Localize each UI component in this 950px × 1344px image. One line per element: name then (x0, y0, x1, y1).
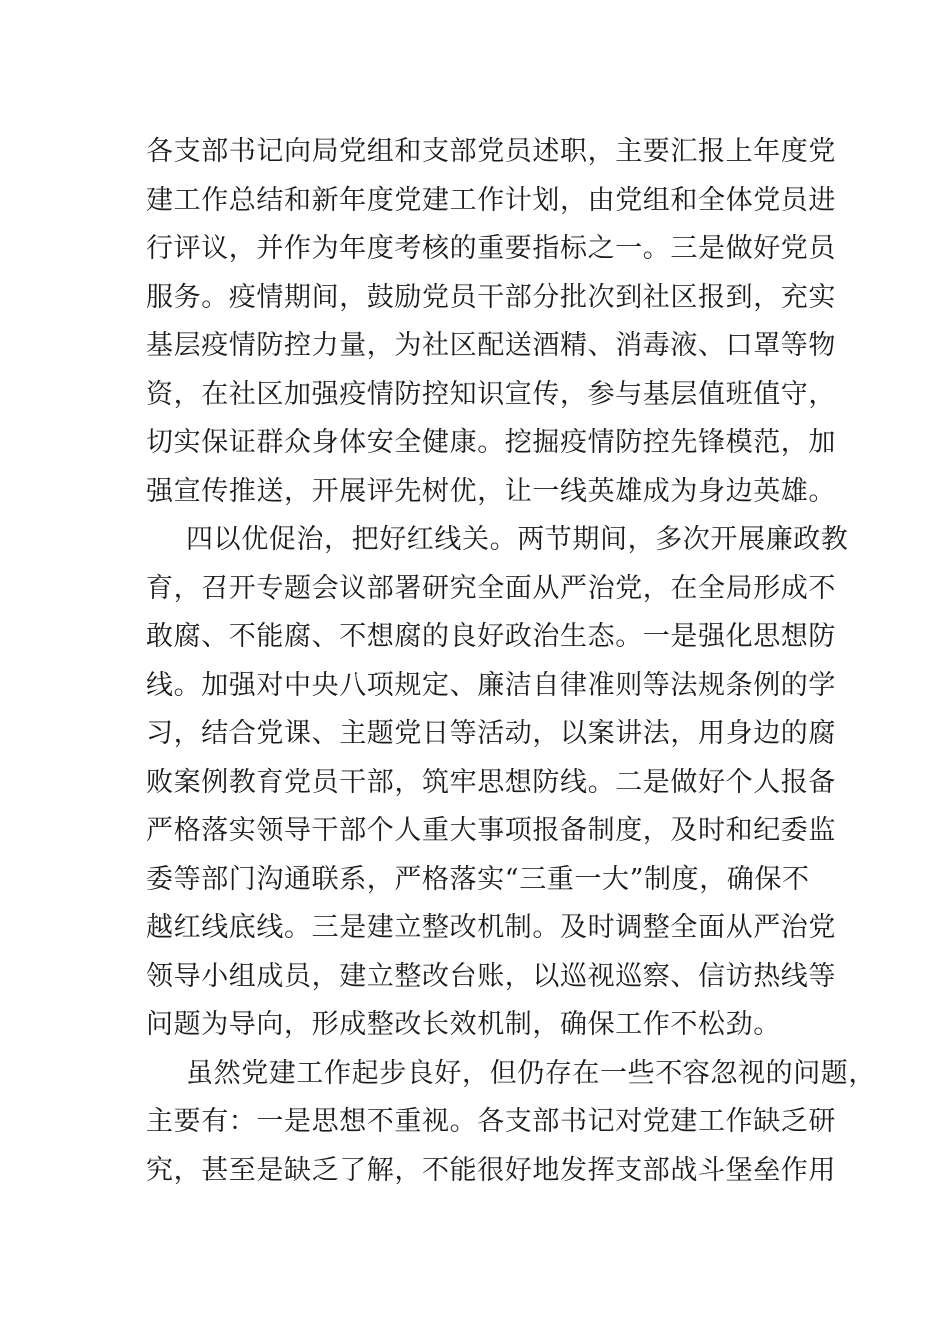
text-line: 服务。疫情期间，鼓励党员干部分批次到社区报到，充实 (146, 281, 836, 313)
text-line: 行评议，并作为年度考核的重要指标之一。三是做好党员 (146, 233, 836, 264)
text-line: 建工作总结和新年度党建工作计划，由党组和全体党员进 (146, 184, 836, 216)
text-line: 败案例教育党员干部，筑牢思想防线。二是做好个人报备 (146, 766, 836, 798)
text-line: 资，在社区加强疫情防控知识宣传，参与基层值班值守， (146, 378, 836, 410)
text-line: 敢腐、不能腐、不想腐的良好政治生态。一是强化思想防 (146, 621, 836, 652)
text-line: 虽然党建工作起步良好，但仍存在一些不容忽视的问题， (186, 1057, 876, 1089)
text-line: 委等部门沟通联系，严格落实“三重一大”制度，确保不 (146, 863, 810, 895)
text-line: 强宣传推送，开展评先树优，让一线英雄成为身边英雄。 (146, 475, 836, 507)
text-line: 习，结合党课、主题党日等活动，以案讲法，用身边的腐 (146, 718, 836, 749)
document-body (146, 128, 876, 1195)
text-line: 四以优促治，把好红线关。两节期间，多次开展廉政教 (186, 524, 849, 555)
text-line: 各支部书记向局党组和支部党员述职，主要汇报上年度党 (146, 136, 836, 167)
text-line: 领导小组成员，建立整改台账，以巡视巡察、信访热线等 (146, 960, 836, 992)
text-line: 基层疫情防控力量，为社区配送酒精、消毒液、口罩等物 (146, 330, 836, 361)
text-line: 问题为导向，形成整改长效机制，确保工作不松劲。 (146, 1009, 781, 1040)
text-line: 越红线底线。三是建立整改机制。及时调整全面从严治党 (146, 912, 836, 943)
text-line: 究，甚至是缺乏了解，不能很好地发挥支部战斗堡垒作用 (146, 1154, 836, 1186)
text-line: 线。加强对中央八项规定、廉洁自律准则等法规条例的学 (146, 669, 836, 701)
text-line: 严格落实领导干部个人重大事项报备制度，及时和纪委监 (146, 815, 836, 846)
text-line: 育，召开专题会议部署研究全面从严治党，在全局形成不 (146, 572, 836, 604)
text-line: 主要有：一是思想不重视。各支部书记对党建工作缺乏研 (146, 1106, 836, 1137)
text-line: 切实保证群众身体安全健康。挖掘疫情防控先锋模范，加 (146, 427, 836, 458)
